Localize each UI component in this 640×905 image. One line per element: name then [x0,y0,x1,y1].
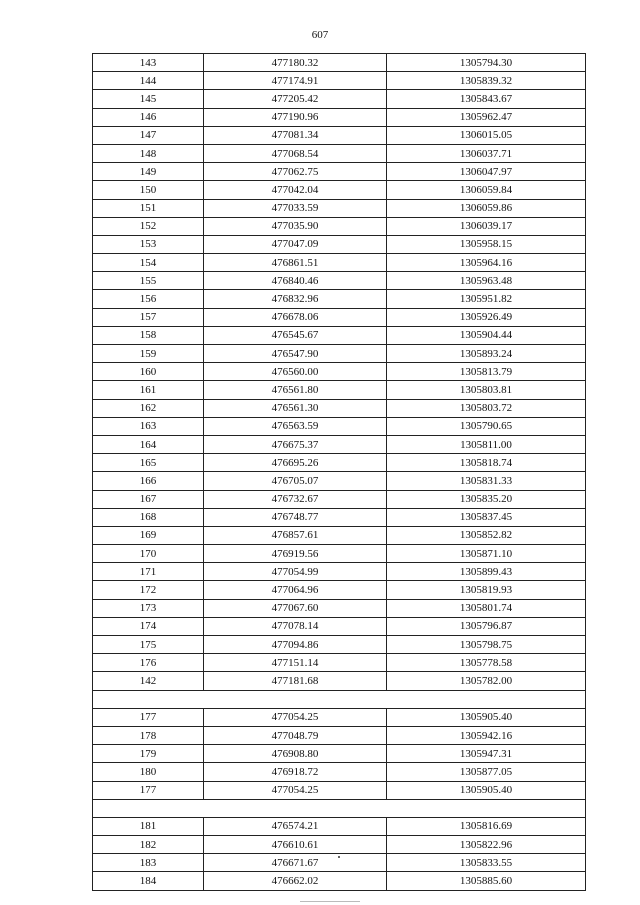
table-row [93,745,586,763]
point-number-cell: 178 [93,726,204,744]
point-number-cell: 148 [93,144,204,162]
y-coordinate-cell: 1305831.33 [387,472,586,490]
table-row [93,290,586,308]
y-coordinate-cell: 1305843.67 [387,90,586,108]
table-row [93,617,586,635]
point-number-cell: 157 [93,308,204,326]
table-row [93,381,586,399]
y-coordinate-cell: 1305904.44 [387,326,586,344]
table-row [93,254,586,272]
y-coordinate-cell: 1305803.72 [387,399,586,417]
point-number-cell: 160 [93,363,204,381]
x-coordinate-cell: 477067.60 [204,599,387,617]
table-row [93,490,586,508]
table-row [93,435,586,453]
x-coordinate-cell: 476832.96 [204,290,387,308]
point-number-cell: 145 [93,90,204,108]
point-number-cell: 156 [93,290,204,308]
table-row [93,345,586,363]
point-number-cell: 180 [93,763,204,781]
y-coordinate-cell: 1305905.40 [387,708,586,726]
y-coordinate-cell: 1305958.15 [387,235,586,253]
table-row [93,472,586,490]
y-coordinate-cell: 1305877.05 [387,763,586,781]
table-row [93,163,586,181]
point-number-cell: 162 [93,399,204,417]
point-number-cell: 163 [93,417,204,435]
x-coordinate-cell: 476908.80 [204,745,387,763]
table-row [93,272,586,290]
y-coordinate-cell: 1305964.16 [387,254,586,272]
separator-cell [93,799,586,817]
x-coordinate-cell: 477181.68 [204,672,387,690]
y-coordinate-cell: 1305951.82 [387,290,586,308]
scan-edge-line [300,901,360,902]
y-coordinate-cell: 1306059.86 [387,199,586,217]
table-row [93,872,586,890]
x-coordinate-cell: 476675.37 [204,435,387,453]
y-coordinate-cell: 1305835.20 [387,490,586,508]
y-coordinate-cell: 1305905.40 [387,781,586,799]
x-coordinate-cell: 476748.77 [204,508,387,526]
table-row [93,563,586,581]
y-coordinate-cell: 1305811.00 [387,435,586,453]
table-row [93,54,586,72]
table-row [93,581,586,599]
x-coordinate-cell: 477033.59 [204,199,387,217]
point-number-cell: 175 [93,636,204,654]
x-coordinate-cell: 477205.42 [204,90,387,108]
point-number-cell: 184 [93,872,204,890]
y-coordinate-cell: 1305778.58 [387,654,586,672]
x-coordinate-cell: 477068.54 [204,144,387,162]
table-row [93,672,586,690]
table-row [93,217,586,235]
x-coordinate-cell: 477174.91 [204,72,387,90]
page-number: 607 [311,29,329,41]
point-number-cell: 177 [93,781,204,799]
point-number-cell: 173 [93,599,204,617]
point-number-cell: 144 [93,72,204,90]
y-coordinate-cell: 1306047.97 [387,163,586,181]
point-number-cell: 165 [93,454,204,472]
point-number-cell: 166 [93,472,204,490]
x-coordinate-cell: 476705.07 [204,472,387,490]
point-number-cell: 167 [93,490,204,508]
table-row [93,726,586,744]
separator-cell [93,690,586,708]
y-coordinate-cell: 1305782.00 [387,672,586,690]
x-coordinate-cell: 476561.30 [204,399,387,417]
table-row [93,72,586,90]
table-row [93,181,586,199]
point-number-cell: 154 [93,254,204,272]
y-coordinate-cell: 1306039.17 [387,217,586,235]
point-number-cell: 174 [93,617,204,635]
x-coordinate-cell: 477054.25 [204,708,387,726]
x-coordinate-cell: 477062.75 [204,163,387,181]
y-coordinate-cell: 1305899.43 [387,563,586,581]
y-coordinate-cell: 1305803.81 [387,381,586,399]
y-coordinate-cell: 1305819.93 [387,581,586,599]
point-number-cell: 152 [93,217,204,235]
y-coordinate-cell: 1305833.55 [387,854,586,872]
x-coordinate-cell: 476857.61 [204,526,387,544]
point-number-cell: 170 [93,545,204,563]
y-coordinate-cell: 1305818.74 [387,454,586,472]
table-row [93,526,586,544]
point-number-cell: 164 [93,435,204,453]
table-row [93,199,586,217]
table-row [93,763,586,781]
point-number-cell: 150 [93,181,204,199]
y-coordinate-cell: 1305816.69 [387,817,586,835]
y-coordinate-cell: 1305798.75 [387,636,586,654]
point-number-cell: 179 [93,745,204,763]
table-row [93,90,586,108]
table-row [93,308,586,326]
x-coordinate-cell: 476695.26 [204,454,387,472]
point-number-cell: 182 [93,836,204,854]
x-coordinate-cell: 476574.21 [204,817,387,835]
x-coordinate-cell: 476547.90 [204,345,387,363]
point-number-cell: 161 [93,381,204,399]
point-number-cell: 177 [93,708,204,726]
y-coordinate-cell: 1305926.49 [387,308,586,326]
y-coordinate-cell: 1305893.24 [387,345,586,363]
x-coordinate-cell: 477180.32 [204,54,387,72]
table-row [93,235,586,253]
y-coordinate-cell: 1305962.47 [387,108,586,126]
x-coordinate-cell: 476671.67 [204,854,387,872]
x-coordinate-cell: 476563.59 [204,417,387,435]
y-coordinate-cell: 1305794.30 [387,54,586,72]
table-row [93,654,586,672]
x-coordinate-cell: 477042.04 [204,181,387,199]
x-coordinate-cell: 476840.46 [204,272,387,290]
x-coordinate-cell: 476919.56 [204,545,387,563]
point-number-cell: 142 [93,672,204,690]
point-number-cell: 146 [93,108,204,126]
x-coordinate-cell: 476610.61 [204,836,387,854]
x-coordinate-cell: 476678.06 [204,308,387,326]
point-number-cell: 168 [93,508,204,526]
table-row [93,399,586,417]
x-coordinate-cell: 477048.79 [204,726,387,744]
x-coordinate-cell: 476545.67 [204,326,387,344]
x-coordinate-cell: 476662.02 [204,872,387,890]
block-separator-row [93,690,586,708]
table-row [93,599,586,617]
table-row [93,454,586,472]
y-coordinate-cell: 1306037.71 [387,144,586,162]
x-coordinate-cell: 476918.72 [204,763,387,781]
y-coordinate-cell: 1305852.82 [387,526,586,544]
x-coordinate-cell: 477078.14 [204,617,387,635]
y-coordinate-cell: 1306015.05 [387,126,586,144]
y-coordinate-cell: 1305871.10 [387,545,586,563]
table-row [93,545,586,563]
x-coordinate-cell: 477151.14 [204,654,387,672]
point-number-cell: 155 [93,272,204,290]
y-coordinate-cell: 1306059.84 [387,181,586,199]
table-row [93,708,586,726]
point-number-cell: 149 [93,163,204,181]
table-row [93,817,586,835]
x-coordinate-cell: 476861.51 [204,254,387,272]
table-row [93,108,586,126]
x-coordinate-cell: 477190.96 [204,108,387,126]
y-coordinate-cell: 1305837.45 [387,508,586,526]
table-row [93,781,586,799]
point-number-cell: 169 [93,526,204,544]
y-coordinate-cell: 1305963.48 [387,272,586,290]
x-coordinate-cell: 477094.86 [204,636,387,654]
x-coordinate-cell: 477054.25 [204,781,387,799]
point-number-cell: 158 [93,326,204,344]
point-number-cell: 143 [93,54,204,72]
point-number-cell: 159 [93,345,204,363]
x-coordinate-cell: 477064.96 [204,581,387,599]
x-coordinate-cell: 476732.67 [204,490,387,508]
point-number-cell: 181 [93,817,204,835]
x-coordinate-cell: 476561.80 [204,381,387,399]
y-coordinate-cell: 1305947.31 [387,745,586,763]
block-separator-row [93,799,586,817]
table-row [93,363,586,381]
table-row [93,126,586,144]
table-row [93,144,586,162]
x-coordinate-cell: 477047.09 [204,235,387,253]
point-number-cell: 153 [93,235,204,253]
y-coordinate-cell: 1305839.32 [387,72,586,90]
x-coordinate-cell: 476560.00 [204,363,387,381]
point-number-cell: 183 [93,854,204,872]
y-coordinate-cell: 1305942.16 [387,726,586,744]
coordinates-table [92,53,586,891]
y-coordinate-cell: 1305822.96 [387,836,586,854]
point-number-cell: 147 [93,126,204,144]
table-row [93,417,586,435]
y-coordinate-cell: 1305796.87 [387,617,586,635]
table-row [93,836,586,854]
x-coordinate-cell: 477035.90 [204,217,387,235]
y-coordinate-cell: 1305885.60 [387,872,586,890]
table-row [93,508,586,526]
point-number-cell: 171 [93,563,204,581]
x-coordinate-cell: 477081.34 [204,126,387,144]
point-number-cell: 172 [93,581,204,599]
y-coordinate-cell: 1305790.65 [387,417,586,435]
x-coordinate-cell: 477054.99 [204,563,387,581]
point-number-cell: 151 [93,199,204,217]
table-row [93,326,586,344]
y-coordinate-cell: 1305801.74 [387,599,586,617]
y-coordinate-cell: 1305813.79 [387,363,586,381]
stray-mark [338,856,340,858]
table-row [93,636,586,654]
point-number-cell: 176 [93,654,204,672]
